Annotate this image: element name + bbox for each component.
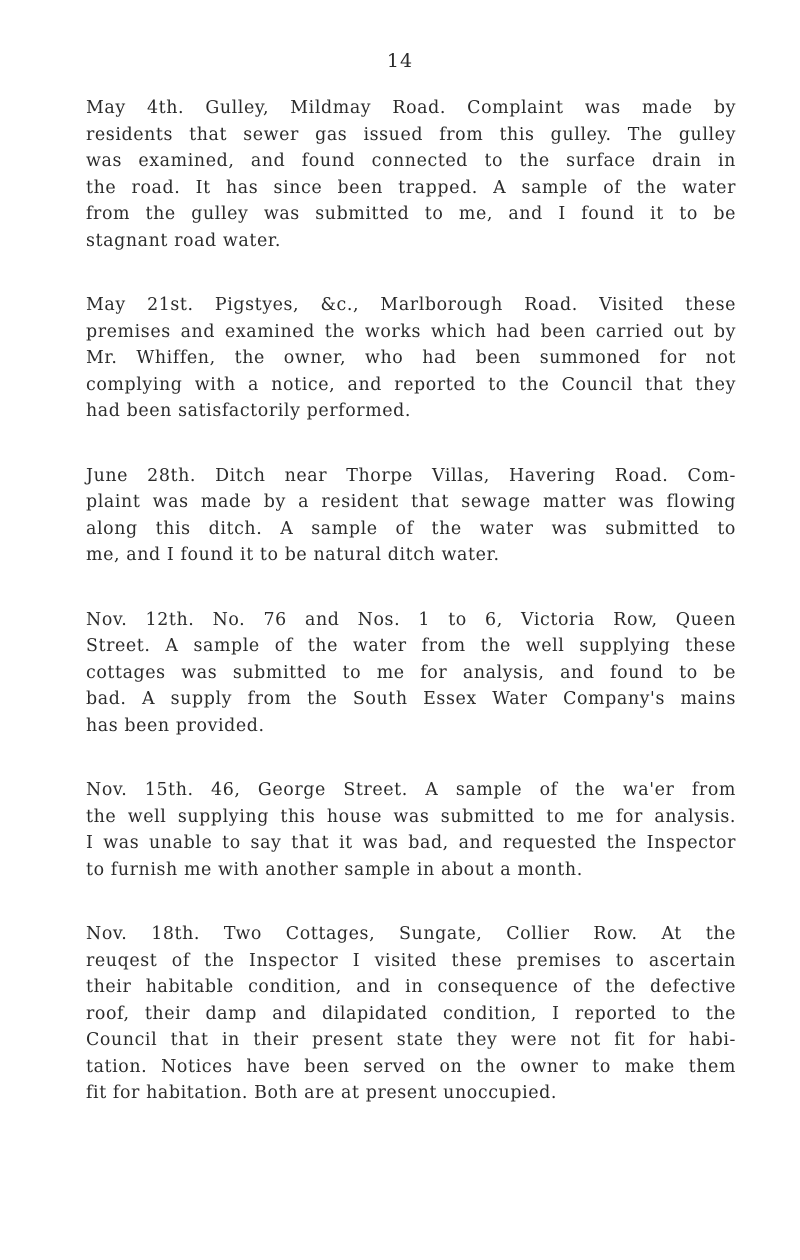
entry-line: from the gulley was submitted to me, and I found it to be <box>86 204 736 224</box>
report-entries <box>86 95 736 1145</box>
entry-line: bad. A supply from the South Essex Water Company's mains <box>86 689 736 709</box>
entry-victoria-row <box>86 607 736 740</box>
entry-line: Nov. 12th. No. 76 and Nos. 1 to 6, Victoria Row, Queen <box>86 609 736 630</box>
entry-line: had been satisfactorily performed. <box>86 401 412 421</box>
entry-line: residents that sewer gas issued from this gulley. The gulley <box>86 124 736 145</box>
entry-line: along this ditch. A sample of the water was submitted to <box>86 518 736 539</box>
entry-line: June 28th. Ditch near Thorpe Villas, Havering Road. Com- <box>86 465 736 486</box>
entry-line: Council that in their present state they were not fit for habi- <box>86 1030 736 1050</box>
entry-line: Street. A sample of the water from the well supplying these <box>86 636 736 656</box>
entry-line: complying with a notice, and reported to the Council that they <box>86 374 736 395</box>
entry-line: roof, their damp and dilapidated condition, I reported to the <box>86 1003 736 1024</box>
entry-line: to furnish me with another sample in about a month. <box>86 859 583 880</box>
entry-ditch-thorpe-villas <box>86 463 736 569</box>
entry-george-street <box>86 777 736 883</box>
entry-line: Nov. 18th. Two Cottages, Sungate, Collier Row. At the <box>86 924 736 944</box>
entry-line: their habitable condition, and in consequence of the defective <box>86 977 736 997</box>
entry-line: was examined, and found connected to the surface drain in <box>86 151 736 171</box>
entry-line: tation. Notices have been served on the owner to make them <box>86 1056 736 1077</box>
entry-sungate-collier-row <box>86 921 736 1107</box>
page-number: 14 <box>386 50 414 72</box>
entry-line: cottages was submitted to me for analysis, and found to be <box>86 662 736 683</box>
entry-line: the road. It has since been trapped. A sample of the water <box>86 177 736 198</box>
entry-line: May 21st. Pigstyes, &c., Marlborough Road. Visited these <box>86 295 736 315</box>
entry-line: reuqest of the Inspector I visited these premises to ascertain <box>86 950 736 971</box>
entry-line: fit for habitation. Both are at present unoccupied. <box>86 1083 557 1103</box>
entry-line: May 4th. Gulley, Mildmay Road. Complaint was made by <box>86 98 736 118</box>
entry-line: the well supplying this house was submitted to me for analysis. <box>86 806 736 827</box>
entry-line: me, and I found it to be natural ditch water. <box>86 545 500 565</box>
entry-line: Nov. 15th. 46, George Street. A sample of the wa'er from <box>86 780 736 800</box>
entry-line: premises and examined the works which had been carried out by <box>86 321 736 342</box>
entry-line: plaint was made by a resident that sewage matter was flowing <box>86 492 736 512</box>
entry-line: stagnant road water. <box>86 230 281 251</box>
entry-line: I was unable to say that it was bad, and requested the Inspector <box>86 833 736 853</box>
entry-gulley-mildmay-road <box>86 95 736 254</box>
entry-pigstyes-marlborough-road <box>86 292 736 425</box>
entry-line: Mr. Whiffen, the owner, who had been summoned for not <box>86 348 736 368</box>
entry-line: has been provided. <box>86 715 265 736</box>
